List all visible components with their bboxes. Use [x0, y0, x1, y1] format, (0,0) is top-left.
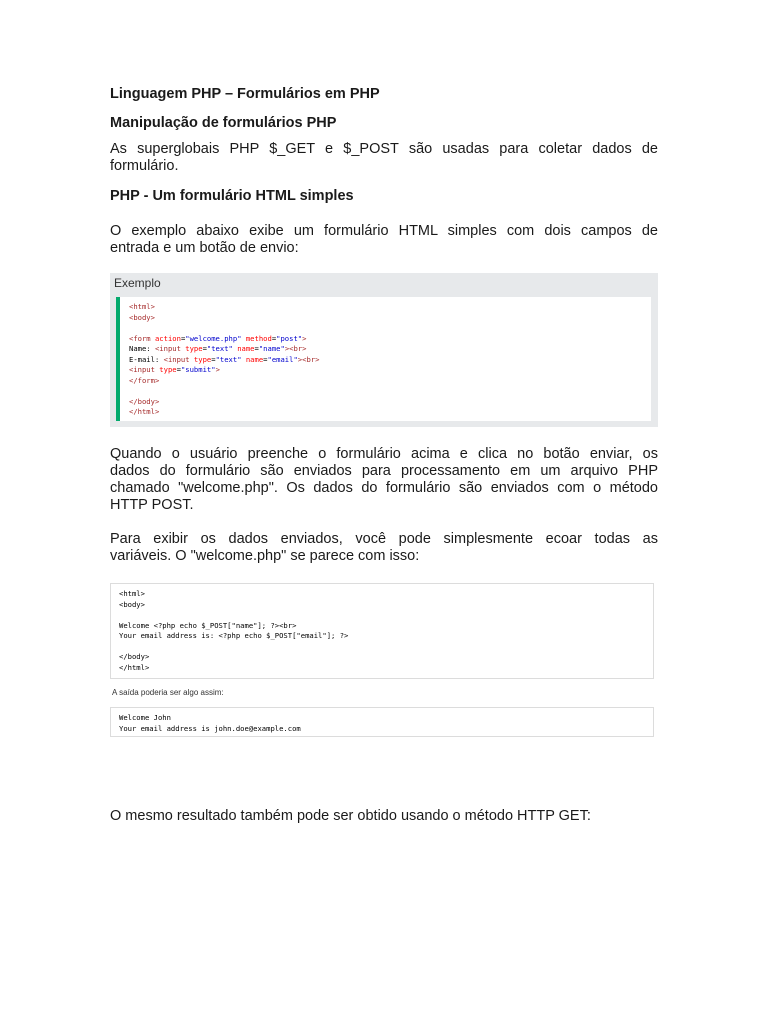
example-box [110, 273, 658, 427]
text-line: dados do formulário são enviados para processamento em um arquivo PHP [110, 463, 658, 479]
text-line: formulário. [110, 158, 179, 174]
text-line: As superglobais PHP $_GET e $_POST são usadas para coletar dados de [110, 141, 658, 157]
welcome-code-line [119, 642, 653, 653]
text-line: variáveis. O "welcome.php" se parece com isso: [110, 548, 420, 564]
section-heading-simple-form: PHP - Um formulário HTML simples [110, 188, 354, 204]
example-code-line: E-mail: <input type="text" name="email"><br> [129, 354, 320, 364]
welcome-code-line: </body> [119, 652, 150, 661]
paragraph-get-method: O mesmo resultado também pode ser obtido usando o método HTTP GET: [110, 808, 591, 824]
output-code-line: Welcome John [119, 713, 171, 722]
example-code-line: </body> [129, 396, 160, 406]
paragraph-submit-explanation [110, 446, 658, 514]
welcome-code-line: Your email address is: <?php echo $_POST["email"]; ?> [119, 631, 349, 640]
example-code-line: Name: <input type="text" name="name"><br> [129, 344, 307, 353]
example-code-line: <body> [129, 312, 155, 322]
example-label: Exemplo [114, 276, 161, 290]
section-heading-form-handling: Manipulação de formulários PHP [110, 115, 337, 131]
welcome-code-line [119, 610, 653, 621]
welcome-code-line: <html> [119, 589, 145, 598]
text-line: entrada e um botão de envio: [110, 240, 299, 256]
example-code-line: <form action="welcome.php" method="post"> [129, 333, 307, 343]
text-line: chamado "welcome.php". Os dados do formulário são enviados com o método [110, 480, 658, 496]
example-code-line [129, 386, 651, 397]
example-code-line: <html> [129, 302, 155, 311]
paragraph-example-intro [110, 223, 658, 257]
output-note: A saída poderia ser algo assim: [112, 688, 224, 697]
text-line: HTTP POST. [110, 497, 194, 513]
output-code-block [110, 707, 654, 737]
welcome-php-code-block [110, 583, 654, 679]
welcome-code-line: </html> [119, 662, 150, 672]
paragraph-display-data [110, 531, 658, 565]
welcome-code-line: Welcome <?php echo $_POST["name"]; ?><br> [119, 620, 297, 630]
example-code-line [129, 323, 651, 334]
example-code-line: </form> [129, 375, 160, 385]
example-code-block [116, 297, 651, 421]
document-title: Linguagem PHP – Formulários em PHP [110, 86, 380, 102]
example-code-line: </html> [129, 407, 160, 416]
paragraph-superglobals [110, 141, 658, 175]
text-line: Para exibir os dados enviados, você pode simplesmente ecoar todas as [110, 531, 658, 547]
example-code-line: <input type="submit"> [129, 365, 220, 374]
text-line: Quando o usuário preenche o formulário acima e clica no botão enviar, os [110, 446, 658, 462]
output-code-line: Your email address is john.doe@example.com [119, 723, 301, 733]
welcome-code-line: <body> [119, 599, 145, 609]
text-line: O exemplo abaixo exibe um formulário HTML simples com dois campos de [110, 223, 658, 239]
